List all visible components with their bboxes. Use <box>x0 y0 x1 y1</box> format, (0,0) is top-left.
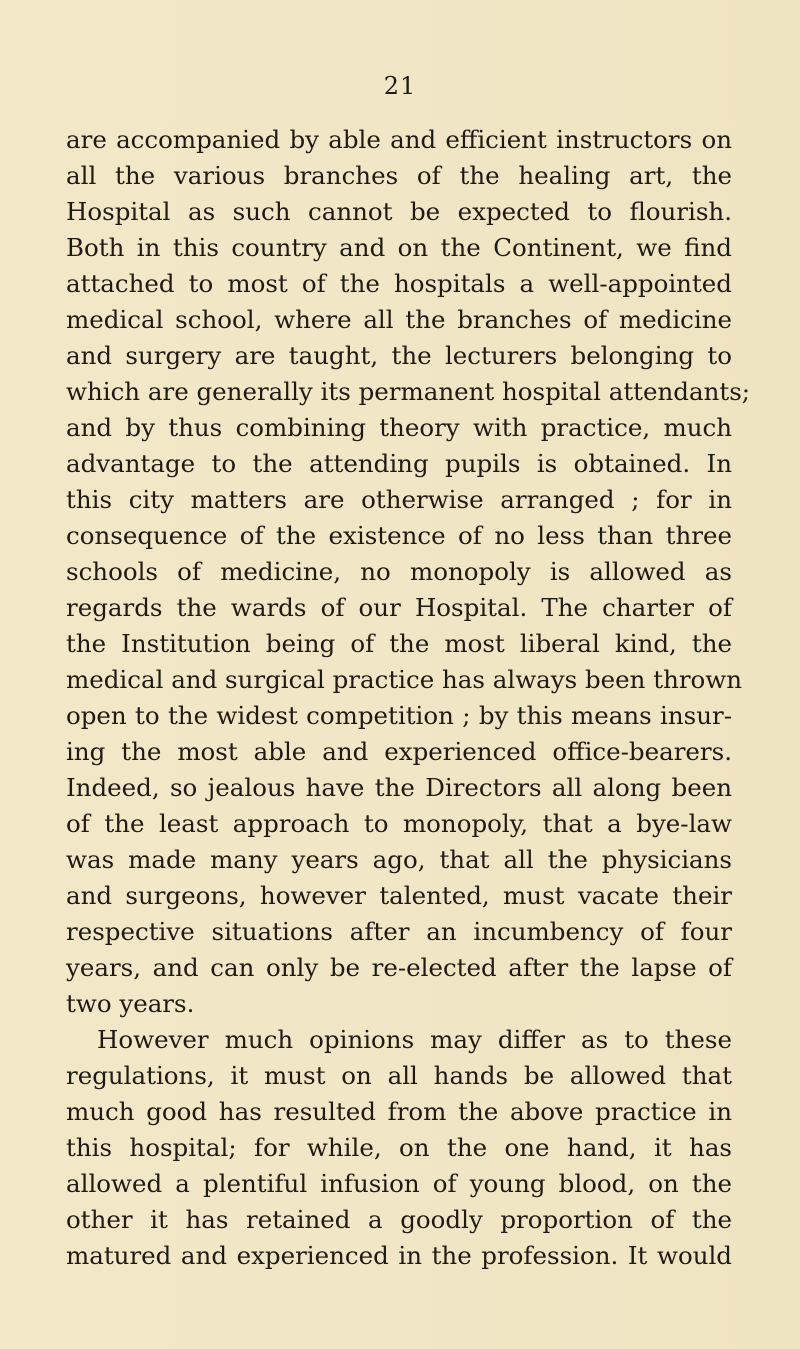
text-line: and by thus combining theory with practice, much <box>66 413 732 442</box>
text-line: medical school, where all the branches of medicine <box>66 305 732 334</box>
text-line: all the various branches of the healing art, the <box>66 161 732 190</box>
text-line: two years. <box>66 989 195 1018</box>
text-line: consequence of the existence of no less than three <box>66 521 732 550</box>
text-line: this city matters are otherwise arranged ; for in <box>66 485 732 514</box>
text-line: which are generally its permanent hospital attendants; <box>66 377 751 406</box>
text-line: regulations, it must on all hands be allowed that <box>66 1061 732 1090</box>
text-line: attached to most of the hospitals a well-appointed <box>66 269 732 298</box>
text-line: allowed a plentiful infusion of young blood, on the <box>66 1169 732 1198</box>
text-line: Both in this country and on the Continent, we find <box>66 233 732 262</box>
text-line: was made many years ago, that all the physicians <box>66 845 732 874</box>
text-line: are accompanied by able and efficient instructors on <box>66 125 732 154</box>
text-line: and surgery are taught, the lecturers belonging to <box>66 341 732 370</box>
text-line: Hospital as such cannot be expected to flourish. <box>66 197 732 226</box>
text-line: open to the widest competition ; by this means insur- <box>66 701 732 730</box>
text-line: respective situations after an incumbency of four <box>66 917 732 946</box>
text-line: the Institution being of the most liberal kind, the <box>66 629 732 658</box>
text-line: this hospital; for while, on the one hand, it has <box>66 1133 732 1162</box>
text-line: regards the wards of our Hospital. The charter of <box>66 593 732 622</box>
text-line: of the least approach to monopoly, that a bye-law <box>66 809 732 838</box>
text-line: ing the most able and experienced office-bearers. <box>66 737 732 766</box>
text-line: advantage to the attending pupils is obtained. In <box>66 449 732 478</box>
page-number: 21 <box>383 72 417 100</box>
text-line: Indeed, so jealous have the Directors all along been <box>66 773 732 802</box>
text-line: other it has retained a goodly proportion of the <box>66 1205 732 1234</box>
text-line: schools of medicine, no monopoly is allowed as <box>66 557 732 586</box>
text-line: medical and surgical practice has always been thrown <box>66 665 743 694</box>
text-line: much good has resulted from the above practice in <box>66 1097 732 1126</box>
text-line: However much opinions may differ as to these <box>97 1025 732 1054</box>
text-line: and surgeons, however talented, must vacate their <box>66 881 732 910</box>
text-line: years, and can only be re-elected after the lapse of <box>66 953 732 982</box>
text-line: matured and experienced in the profession. It would <box>66 1241 732 1270</box>
